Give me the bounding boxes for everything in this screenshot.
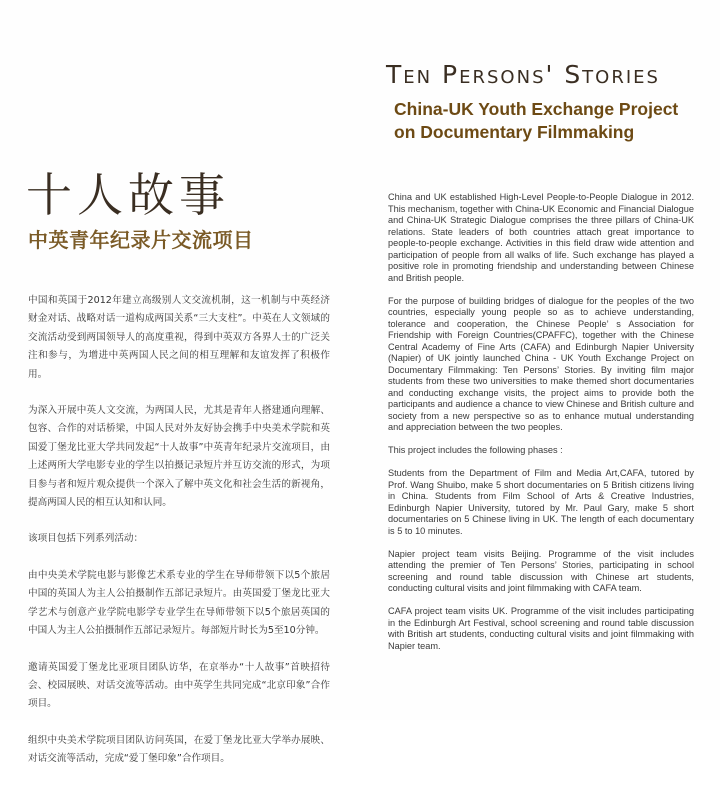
english-paragraph-5: Napier project team visits Beijing. Programme of the visit includes attending the premier of Ten Persons’ Stories, participating in school screening and round table discussion with Chinese art students, conducting cultural visits and joint filmmaking with CAFA team. [388,548,694,593]
english-paragraph-2: For the purpose of building bridges of dialogue for the peoples of the two countries, especially young people so as to achieve understanding, tolerance and cooperation, the Chinese People’ s Association for Friendship with Foreign Countries(CPAFFC), together with the Chinese Central Academy of Fine Arts (CAFA) and Edinburgh Napier University (Napier) of UK jointly launched China - UK Youth Exchange Project on Documentary Filmmaking: Ten Persons’ Stories. By inviting film major students from these two universities to make themed short documentaries and conducting exchange visits, the project aims to provide both the participants and audience a chance to view Chinese and British culture and society from a new perspective so as to enhance mutual understanding and appreciation between the two peoples. [388,295,694,432]
english-subtitle [394,98,714,144]
chinese-paragraph-4: 由中央美术学院电影与影像艺术系专业的学生在导师带领下以5个旅居中国的英国人为主人公拍摄制作五部记录短片。由英国爱丁堡龙比亚大学艺术与创意产业学院电影学专业学生在导师带领下以5个旅居英国的中国人为主人公拍摄制作五部记录短片。每部短片时长为5至10分钟。 [28,569,330,637]
english-paragraph-1: China and UK established High-Level People-to-People Dialogue in 2012. This mechanism, together with China-UK Economic and Financial Dialogue and China-UK Strategic Dialogue comprises the three pillars of China-UK relations. State leaders of both countries attach great importance to people-to-people exchange. Activities in this field draw wide attention and participation of people from all walks of life. Such exchange has played a positive role in promoting friendship and understanding between Chinese and British people. [388,192,694,283]
chinese-paragraph-5: 邀请英国爱丁堡龙比亚项目团队访华，在京举办“十人故事”首映招待会、校园展映、对话交流等活动。由中英学生共同完成“北京印象”合作项目。 [28,661,330,710]
chinese-subtitle: 中英青年纪录片交流项目 [28,228,254,252]
chinese-paragraph-6: 组织中央美术学院项目团队访问英国，在爱丁堡龙比亚大学举办展映、对话交流等活动，完成“爱丁堡印象”合作项目。 [28,734,330,765]
chinese-title: 十人故事 [26,168,230,222]
english-paragraph-4: Students from the Department of Film and Media Art,CAFA, tutored by Prof. Wang Shuibo, make 5 short documentaries on 5 British citizens living in China. Students from Film School of Arts & Creative Industries, Edinburgh Napier University, tutored by Mr. Paul Gary, make 5 short documentaries on 5 Chinese living in UK. The length of each documentary is 5 to 10 minutes. [388,468,694,536]
chinese-paragraph-2: 为深入开展中英人文交流，为两国人民，尤其是青年人搭建通向理解、包容、合作的对话桥梁，中国人民对外友好协会携手中央美术学院和英国爱丁堡龙比亚大学共同发起“十人故事”中英青年纪录片交流项目，由上述两所大学电影专业的学生以拍摄记录短片并互访交流的形式，为项目参与者和短片观众提供一个深入了解中英文化和社会生活的新视角，提高两国人民的相互认知和认同。 [28,405,330,509]
english-paragraph-3: This project includes the following phases : [388,445,563,455]
english-subtitle-line-1: China-UK Youth Exchange Project [394,99,679,119]
chinese-body [28,292,330,787]
english-body [388,192,694,664]
english-title: Ten Persons' Stories [386,60,660,89]
chinese-paragraph-1: 中国和英国于2012年建立高级别人文交流机制，这一机制与中英经济财金对话、战略对话一道构成两国关系“三大支柱”。中英在人文领域的交流活动受到两国领导人的高度重视，得到中英双方各界人士的广泛关注和参与，为增进中英两国人民之间的相互理解和友谊发挥了积极作用。 [28,295,330,380]
english-paragraph-6: CAFA project team visits UK. Programme of the visit includes participating in the Edinburgh Art Festival, school screening and round table discussion with British art students, conducting cultural visits and joint filmmaking with Napier team. [388,606,694,651]
chinese-paragraph-3: 该项目包括下列系列活动： [28,533,144,545]
english-subtitle-line-2: on Documentary Filmmaking [394,122,635,142]
